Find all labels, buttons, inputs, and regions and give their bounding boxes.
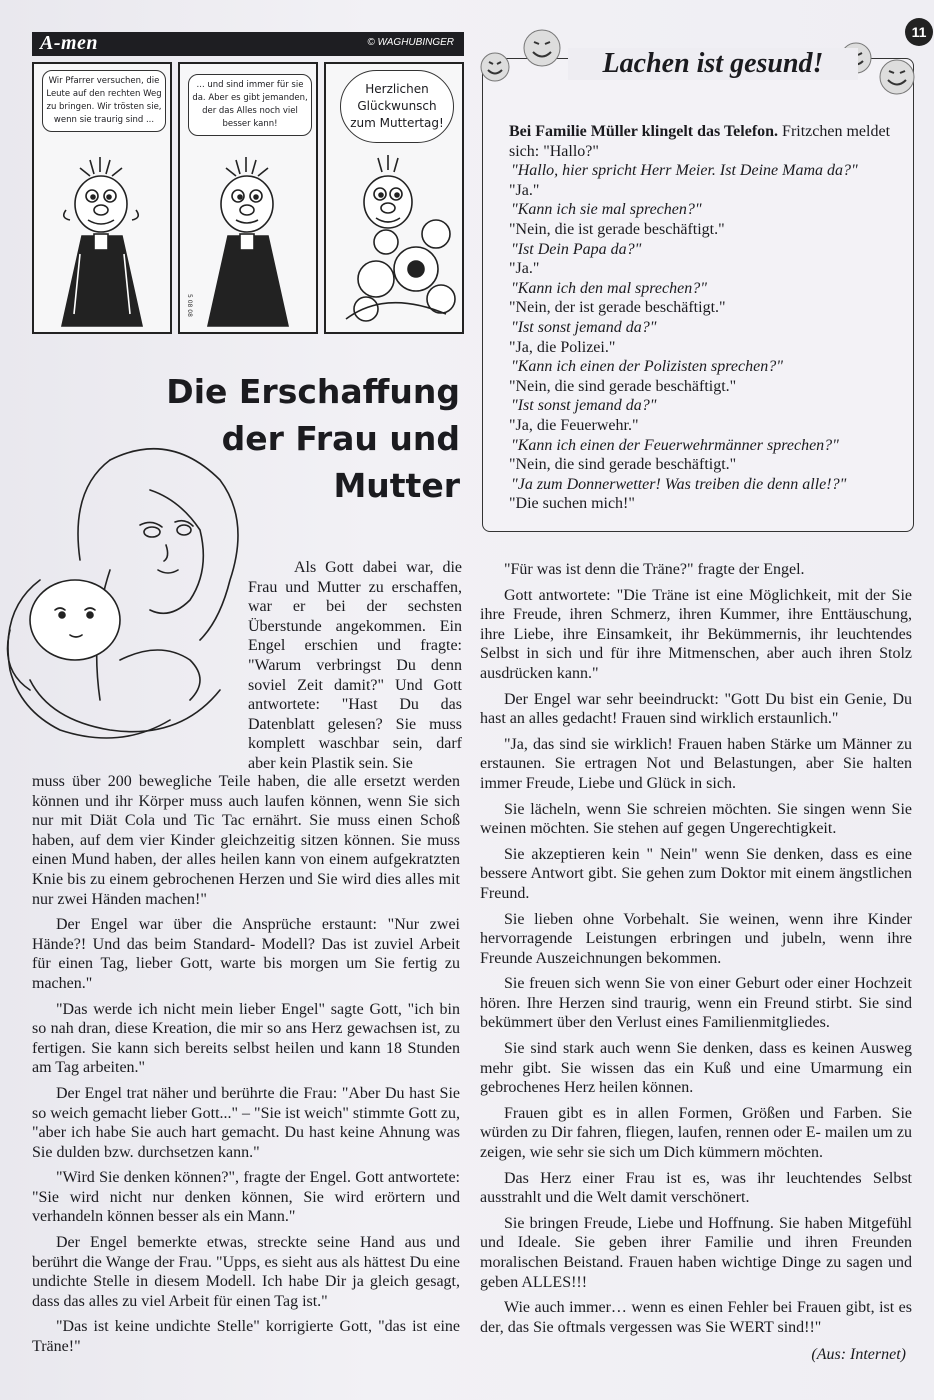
joke-line-caller: "Ja zum Donnerwetter! Was treiben die denn alle!?" — [511, 475, 847, 493]
joke-line-fritzchen: "Ja, die Feuerwehr." — [509, 416, 639, 434]
comic-copyright: © WAGHUBINGER — [367, 37, 454, 48]
smiley-icon — [876, 56, 918, 98]
article-paragraph: "Das ist keine undichte Stelle" korrigierte Gott, "das ist eine Träne!" — [32, 1318, 460, 1356]
joke-line-fritzchen: "Die suchen mich!" — [509, 495, 635, 513]
article-paragraph: "Das werde ich nicht mein lieber Engel" sagte Gott, "ich bin so nah dran, diese Kreation, die mir so ans Herz gewachsen ist, zu fertigen. Sie kann sich bereits selbst heilen und kann 18 Stunden am Tag arbeiten." — [32, 1000, 460, 1077]
joke-body — [509, 122, 904, 514]
joke-lead-bold: Bei Familie Müller klingelt das Telefon. — [509, 123, 779, 140]
article-paragraph: Sie lieben ohne Vorbehalt. Sie weinen, wenn ihre Kinder hervorragende Leistungen erbringen und jubeln, wenn ihre Freunde Auszeichnungen bekommen. — [480, 910, 912, 967]
joke-line-fritzchen: "Nein, die ist gerade beschäftigt." — [509, 220, 725, 238]
joke-lead — [509, 122, 904, 161]
article-paragraph: Sie lächeln, wenn Sie schreien möchten. Sie singen wenn Sie weinen möchten. Sie stehen auf gegen Ungerechtigkeit. — [480, 800, 912, 838]
joke-line-fritzchen: "Nein, der ist gerade beschäftigt." — [509, 299, 726, 317]
speech-bubble-1: Wir Pfarrer versuchen, die Leute auf den rechten Weg zu bringen. Wir trösten sie, wenn sie traurig sind ... — [42, 70, 166, 132]
joke-dialogue — [509, 161, 904, 514]
joke-line-caller: "Kann ich einen der Feuerwehrmänner sprechen?" — [511, 436, 839, 454]
joke-line-fritzchen: "Ja." — [509, 260, 540, 278]
comic-panel-2 — [178, 62, 318, 334]
joke-line-caller: "Kann ich sie mal sprechen?" — [511, 201, 702, 219]
article-paragraph: Der Engel trat näher und berührte die Frau: "Aber Du hast Sie so weich gemacht lieber Gott..." – "Sie ist weich" stimmte Gott zu, "aber ich habe Sie auch hart gemacht. Du hast keine Ahnung was Sie dulden bzw. durchsetzen kann." — [32, 1084, 460, 1161]
article-right-column — [480, 560, 912, 1343]
comic-panel-1 — [32, 62, 172, 334]
article-paragraph: Gott antwortete: "Die Träne ist eine Möglichkeit, mit der Sie ihre Freude, ihren Schmerz, ihren Kummer, ihre Enttäuschung, ihre Liebe, ihre Einsamkeit, ihr Bekümmernis, ihr leuchtendes Selbst in sich und für ihre Mitmenschen, aber auch ihren Stolz ausdrücken kann." — [480, 586, 912, 682]
article-paragraph: "Für was ist denn die Träne?" fragte der Engel. — [504, 561, 805, 578]
article-paragraph: Der Engel bemerkte etwas, streckte seine Hand aus und berührt die Wange der Frau. "Upps, es sieht aus als hättest Du eine undichte Stelle in diesem Modell. Ich habe Dir ja gleich gesagt, dass das alles zu viel Arbeit für einen Tag ist." — [32, 1234, 460, 1310]
article-paragraph: Frauen gibt es in allen Formen, Größen und Farben. Sie würden zu Dir fahren, fliegen, laufen, rennen oder E- mailen um zu zeigen, wie sehr sie sich um Dich kümmern möchten. — [480, 1104, 912, 1162]
article-intro-paragraph: Als Gott dabei war, die Frau und Mutter zu erschaffen, war er bei der sechsten Überstunde angekommen. Ein Engel erschien und fragte: "Warum verbringst Du denn soviel Zeit damit?" Und Gott antwortete: "Hast Du das Datenblatt gelesen? Sie muss komplett waschbar sein, darf aber kein Plastik sein. Sie — [248, 559, 462, 772]
smiley-icon — [478, 50, 512, 84]
article-paragraph: Sie bringen Freude, Liebe und Hoffnung. Sie haben Mitgefühl und Ideale. Sie geben ihrer Familie und ihren Freunden moralischen Beistand. Frauen haben wichtige Dinge zu sagen und geben ALLES!!! — [480, 1214, 912, 1291]
panel-date-code: 5 08 08 — [186, 294, 193, 317]
article-title: Die Erschaffung der Frau und Mutter — [166, 372, 460, 505]
joke-line-caller: "Kann ich einen der Polizisten sprechen?" — [511, 358, 783, 376]
comic-brand: A-men — [40, 32, 99, 54]
article-paragraph: "Ja, das sind sie wirklich! Frauen haben Stärke um Männer zu erstaunen. Sie ertragen Not und Belastungen, aber Sie halten immer Freude, Liebe und Glück in sich. — [480, 735, 912, 792]
joke-line-caller: "Ist sonst jemand da?" — [511, 318, 657, 336]
article-paragraph: Der Engel war sehr beeindruckt: "Gott Du bist ein Genie, Du hast an alles gedacht! Frauen sind wirklich erstaunlich." — [480, 690, 912, 728]
article-intro-text — [248, 558, 462, 774]
article-paragraph: Wie auch immer… wenn es einen Fehler bei Frauen gibt, ist es der, das Sie oftmals vergessen was Sie WERT sind!!" — [480, 1299, 912, 1336]
article-source: (Aus: Internet) — [811, 1346, 906, 1363]
smiley-icon — [520, 26, 564, 70]
article-paragraph: Sie akzeptieren kein " Nein" wenn Sie denken, dass es eine bessere Antwort gibt. Sie gehen zum Doktor mit einem ängstlichen Freund. — [480, 845, 912, 902]
joke-title: Lachen ist gesund! — [568, 48, 858, 80]
page-number: 11 — [905, 18, 933, 46]
joke-line-fritzchen: "Nein, die sind gerade beschäftigt." — [509, 456, 737, 474]
article-left-paragraphs — [32, 915, 460, 1356]
comic-panel-3 — [324, 62, 464, 334]
article-paragraph: Sie freuen sich wenn Sie von einer Geburt oder einer Hochzeit hören. Ihre Herzen sind traurig, wenn ein Freund stirbt. Sie sind bekümmert über den Verlust eines Familienmitgliedes. — [480, 975, 912, 1032]
comic-header — [32, 32, 464, 56]
joke-line-caller: "Ist Dein Papa da?" — [511, 240, 642, 258]
joke-line-caller: "Hallo, hier spricht Herr Meier. Ist Deine Mama da?" — [511, 162, 858, 180]
joke-line-caller: "Kann ich den mal sprechen?" — [511, 279, 707, 297]
speech-bubble-3: Herzlichen Glückwunsch zum Muttertag! — [340, 70, 454, 143]
joke-lead-rest: Fritzchen meldet sich: "Hallo?" — [509, 123, 891, 160]
article-paragraph: Sie sind stark auch wenn Sie denken, dass es keinen Ausweg mehr gibt. Sie wissen das ein Kuß und eine Umarmung ein gebrochenes Herz heilen können. — [480, 1040, 912, 1097]
joke-line-caller: "Ist sonst jemand da?" — [511, 397, 657, 415]
article-right-paragraphs — [480, 560, 912, 1337]
joke-line-fritzchen: "Ja." — [509, 181, 540, 199]
comic-strip — [32, 32, 464, 334]
article-paragraph: Der Engel war über die Ansprüche erstaunt: "Nur zwei Hände?! Und das beim Standard- Modell? Das ist zuviel Arbeit für einen Tag, lieber Gott, warte bis morgen um Sie fertig zu machen." — [32, 916, 460, 992]
article-left-first-paragraph: muss über 200 bewegliche Teile haben, die alle ersetzt werden können und ihr Körper muss auch laufen können, wenn Sie sich nur mit Diät Cola und Tic Tac ernährt. Sie muss einen Schoß haben, auf dem vier Kinder gleichzeitig sitzen können. Sie muss einen Mund haben, der alles heilen kann von einem aufgekratzten Knie bis zu einem gebrochenen Herzen und Sie wird dies alles mit nur zwei Händen machen!" — [32, 773, 460, 908]
joke-line-fritzchen: "Nein, die sind gerade beschäftigt." — [509, 377, 737, 395]
article-paragraph: Das Herz einer Frau ist es, was ihr leuchtendes Selbst ausstrahlt und die Welt damit verschönert. — [480, 1169, 912, 1207]
speech-bubble-2: ... und sind immer für sie da. Aber es gibt jemanden, der das Alles noch viel besser kann! — [188, 74, 312, 136]
mother-and-child-illustration — [0, 430, 250, 770]
joke-line-fritzchen: "Ja, die Polizei." — [509, 338, 616, 356]
article-left-column — [32, 772, 460, 1363]
article-paragraph: "Wird Sie denken können?", fragte der Engel. Gott antwortete: "Sie wird nicht nur denken können, Sie wird erörtern und verhandeln können besser als ein Mann." — [32, 1169, 460, 1226]
